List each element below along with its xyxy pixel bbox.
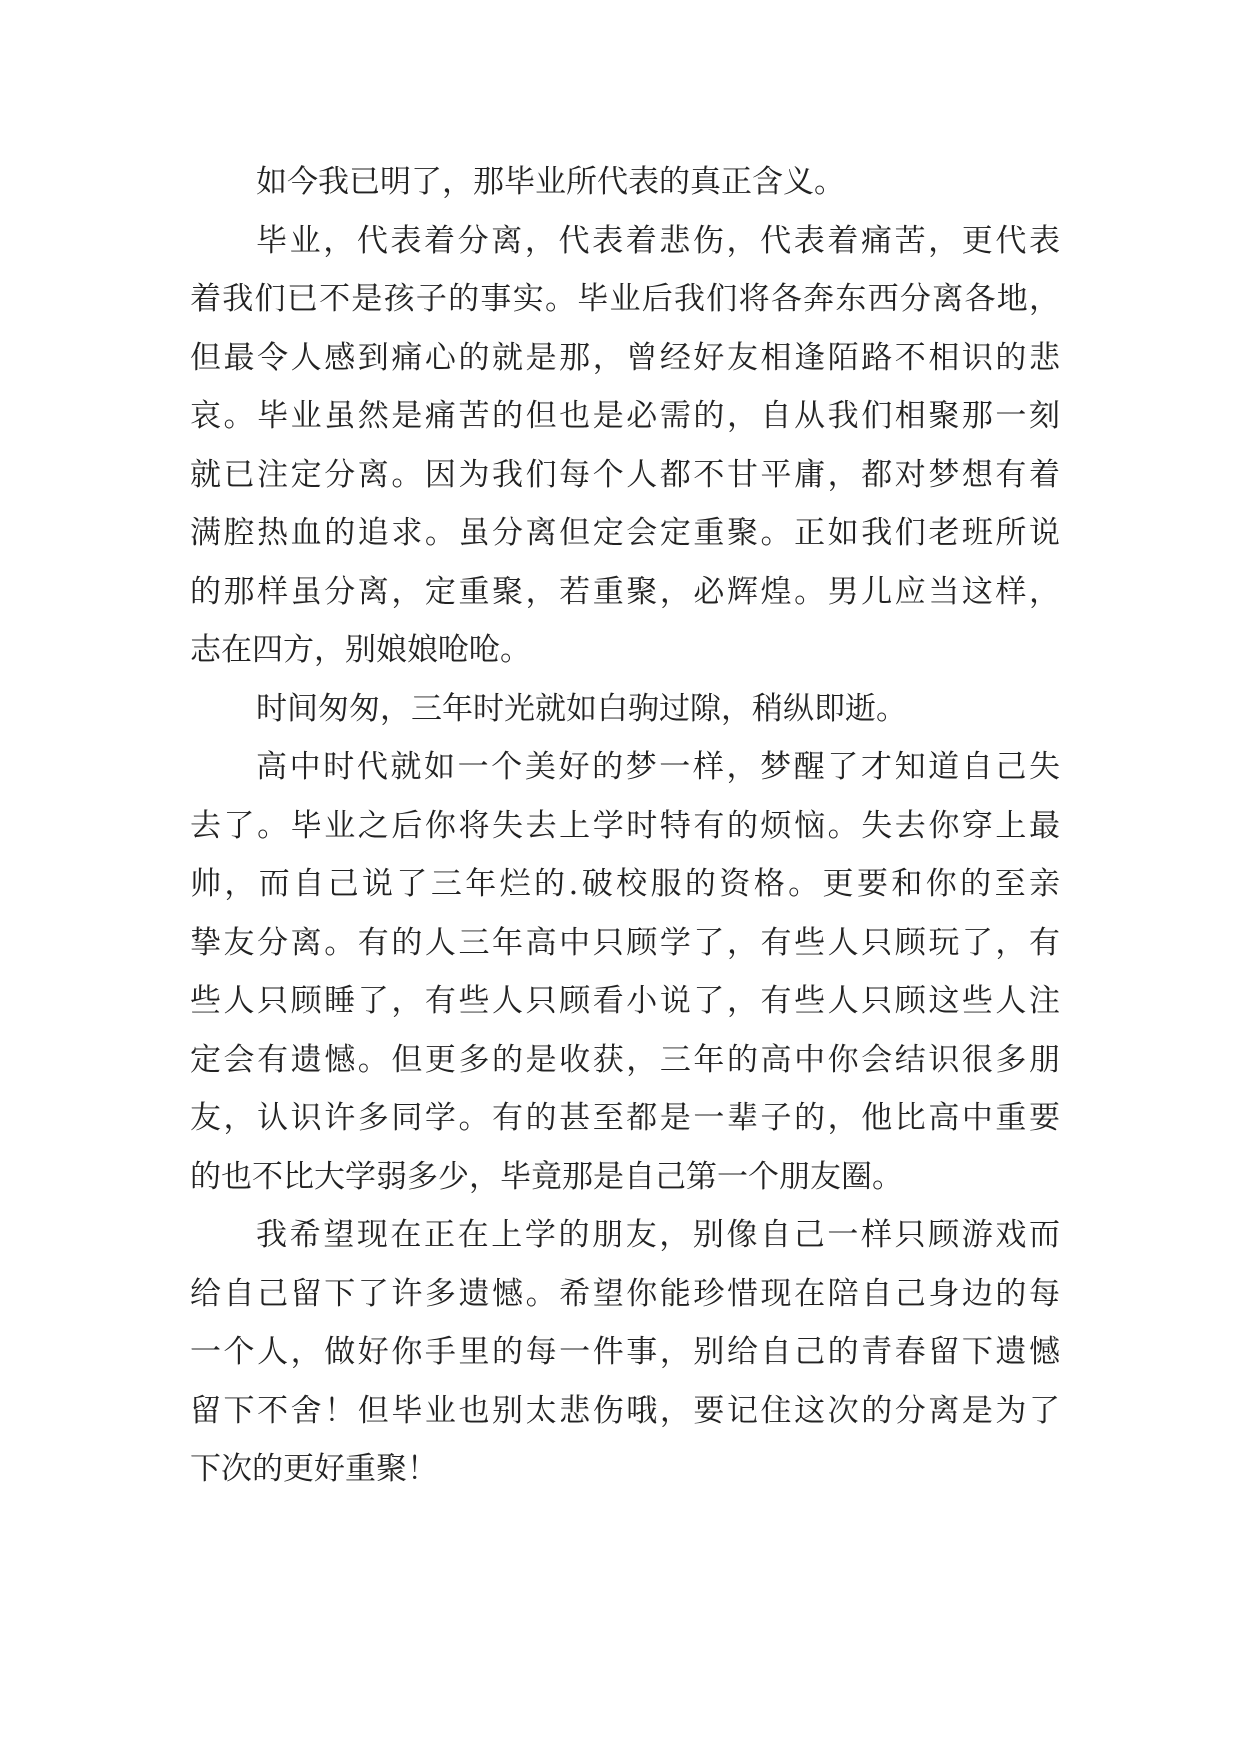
paragraph-line: 下次的更好重聚！ xyxy=(190,1451,438,1487)
paragraph-line: 的那样虽分离，定重聚，若重聚，必辉煌。男儿应当这样， xyxy=(190,573,1060,610)
paragraph-line: 留下不舍！但毕业也别太悲伤哦，要记住这次的分离是为了 xyxy=(190,1392,1060,1429)
paragraph-line: 但最令人感到痛心的就是那，曾经好友相逢陌路不相识的悲 xyxy=(190,339,1060,376)
paragraph-line: 挚友分离。有的人三年高中只顾学了，有些人只顾玩了，有 xyxy=(190,924,1060,961)
paragraph-line: 志在四方，别娘娘呛呛。 xyxy=(190,632,531,668)
paragraph-line: 哀。毕业虽然是痛苦的但也是必需的，自从我们相聚那一刻 xyxy=(190,398,1060,434)
paragraph-line: 定会有遗憾。但更多的是收获，三年的高中你会结识很多朋 xyxy=(190,1041,1060,1078)
paragraph-line: 毕业，代表着分离，代表着悲伤，代表着痛苦，更代表 xyxy=(256,222,1060,259)
paragraph-line: 给自己留下了许多遗憾。希望你能珍惜现在陪自己身边的每 xyxy=(190,1275,1060,1312)
paragraph-line: 高中时代就如一个美好的梦一样，梦醒了才知道自己失 xyxy=(256,749,1060,785)
paragraph-line: 一个人，做好你手里的每一件事，别给自己的青春留下遗憾 xyxy=(190,1334,1060,1370)
document-body xyxy=(190,153,1060,1499)
paragraph-line: 的也不比大学弱多少，毕竟那是自己第一个朋友圈。 xyxy=(190,1158,903,1195)
paragraph-line: 去了。毕业之后你将失去上学时特有的烦恼。失去你穿上最 xyxy=(190,807,1060,844)
paragraph-line: 着我们已不是孩子的事实。毕业后我们将各奔东西分离各地， xyxy=(190,281,1060,317)
paragraph-line: 时间匆匆，三年时光就如白驹过隙，稍纵即逝。 xyxy=(256,690,907,727)
paragraph-line: 我希望现在正在上学的朋友，别像自己一样只顾游戏而 xyxy=(256,1217,1060,1253)
paragraph-line: 帅，而自己说了三年烂的.破校服的资格。更要和你的至亲 xyxy=(190,866,1060,902)
paragraph-line: 满腔热血的追求。虽分离但定会定重聚。正如我们老班所说 xyxy=(190,515,1060,551)
paragraph-line: 些人只顾睡了，有些人只顾看小说了，有些人只顾这些人注 xyxy=(190,983,1060,1019)
paragraph-line: 就已注定分离。因为我们每个人都不甘平庸，都对梦想有着 xyxy=(190,456,1060,493)
paragraph-line: 友，认识许多同学。有的甚至都是一辈子的，他比高中重要 xyxy=(190,1100,1060,1136)
paragraph-line: 如今我已明了，那毕业所代表的真正含义。 xyxy=(256,164,845,200)
